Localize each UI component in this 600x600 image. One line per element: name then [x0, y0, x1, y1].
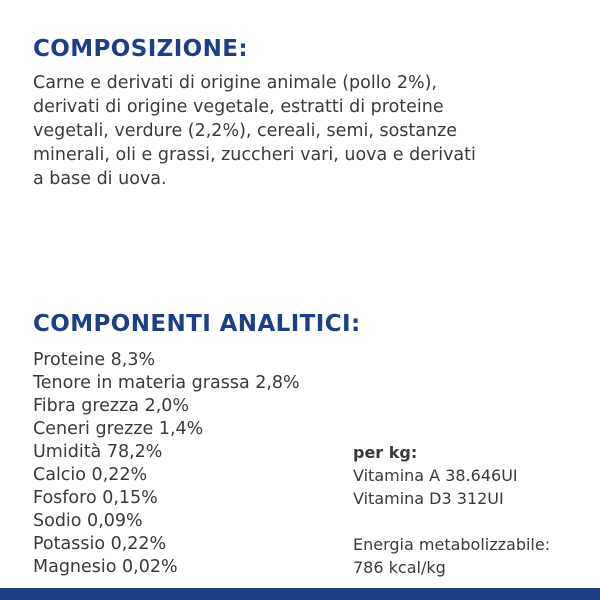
- analytical-heading: COMPONENTI ANALITICI:: [33, 311, 361, 337]
- analytical-list: [33, 349, 300, 579]
- list-item: Tenore in materia grassa 2,8%: [33, 373, 300, 393]
- list-item: Umidità 78,2%: [33, 442, 163, 462]
- list-item: Magnesio 0,02%: [33, 557, 178, 577]
- composition-line: Carne e derivati di origine animale (pollo 2%),: [33, 73, 437, 93]
- list-item: Proteine 8,3%: [33, 350, 156, 370]
- composition-line: a base di uova.: [33, 169, 167, 189]
- composition-line: minerali, oli e grassi, zuccheri vari, uova e derivati: [33, 145, 476, 165]
- composition-heading: COMPOSIZIONE:: [33, 36, 248, 62]
- composition-line: vegetali, verdure (2,2%), cereali, semi, sostanze: [33, 121, 458, 141]
- composition-line: derivati di origine vegetale, estratti di proteine: [33, 97, 444, 117]
- list-item: Calcio 0,22%: [33, 465, 148, 485]
- energy-value: 786 kcal/kg: [353, 558, 446, 577]
- composition-text: [33, 71, 553, 191]
- per-kg-block: [353, 441, 550, 579]
- list-item: Potassio 0,22%: [33, 534, 167, 554]
- vitamin-item: Vitamina D3 312UI: [353, 489, 504, 508]
- footer-bar: [0, 588, 600, 600]
- energy-label: Energia metabolizzabile:: [353, 535, 551, 554]
- spacer: [353, 510, 550, 533]
- list-item: Ceneri grezze 1,4%: [33, 419, 204, 439]
- vitamin-item: Vitamina A 38.646UI: [353, 466, 518, 485]
- list-item: Sodio 0,09%: [33, 511, 143, 531]
- list-item: Fosforo 0,15%: [33, 488, 158, 508]
- per-kg-label: per kg:: [353, 443, 418, 462]
- list-item: Fibra grezza 2,0%: [33, 396, 190, 416]
